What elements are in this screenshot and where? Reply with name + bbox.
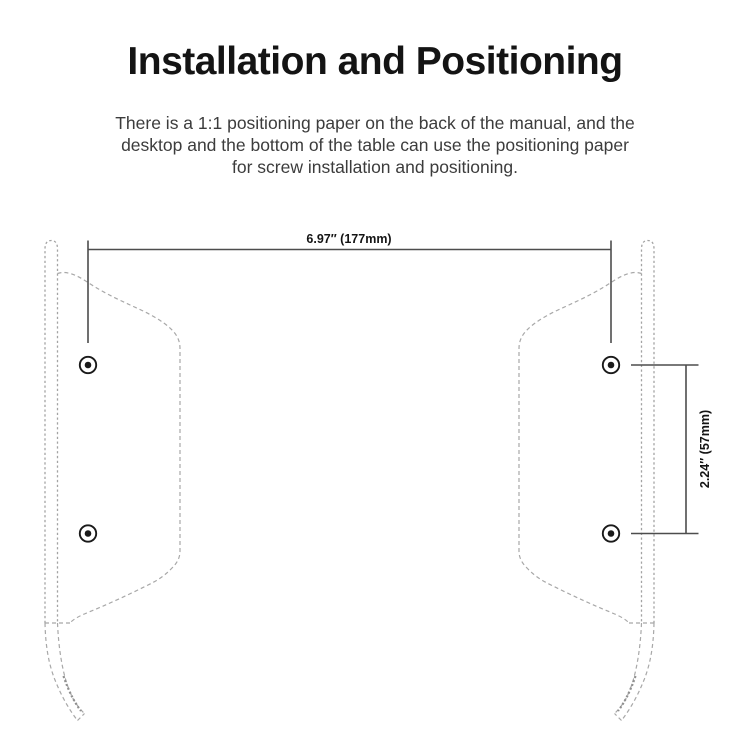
intro-line-1: There is a 1:1 positioning paper on the back of the manual, and the: [115, 113, 635, 133]
bracket-right: [519, 241, 654, 721]
horizontal-dimension-label: 6.97″ (177mm): [306, 232, 392, 246]
bracket-left: [45, 241, 180, 721]
page-title: Installation and Positioning: [127, 40, 623, 83]
vertical-dimension-label: 2.24″ (57mm): [698, 409, 712, 489]
intro-line-3: for screw installation and positioning.: [232, 157, 518, 177]
vertical-dimension: [631, 365, 712, 534]
horizontal-dimension: [88, 232, 611, 343]
intro-line-2: desktop and the bottom of the table can use the positioning paper: [121, 135, 629, 155]
